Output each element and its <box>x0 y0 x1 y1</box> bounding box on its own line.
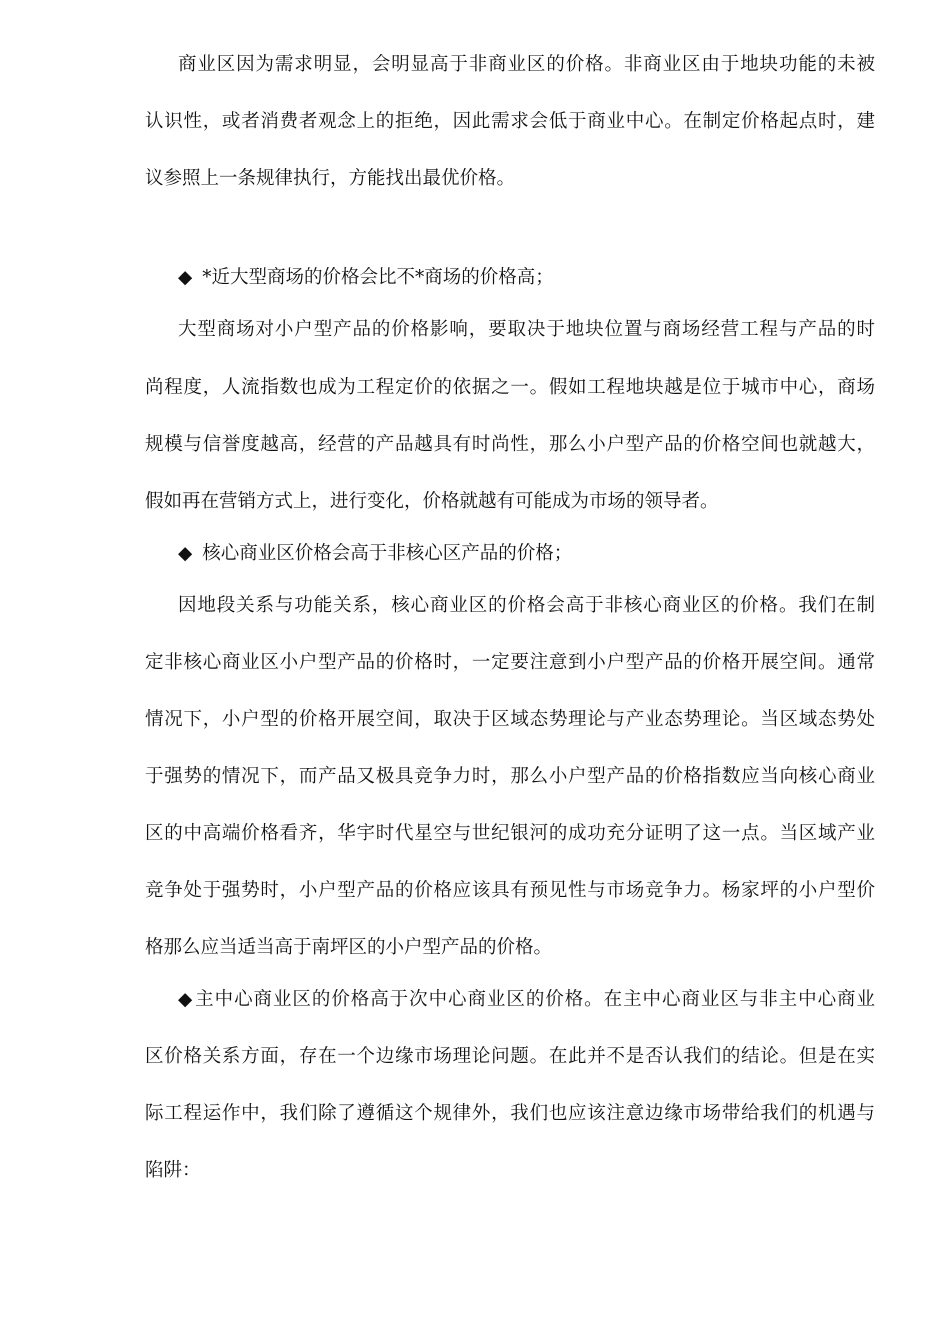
bullet-heading-1-text: *近大型商场的价格会比不*商场的价格高； <box>202 267 554 288</box>
paragraph-3-line-7: 格那么应当适当高于南坪区的小户型产品的价格。 <box>145 937 553 958</box>
bullet-heading-2-text: 核心商业区价格会高于非核心区产品的价格； <box>202 543 573 564</box>
paragraph-1-line-3: 议参照上一条规律执行，方能找出最优价格。 <box>145 168 516 189</box>
paragraph-4-line-1-text: 主中心商业区的价格高于次中心商业区的价格。在主中心商业区与非主中心商业 <box>194 989 875 1010</box>
paragraph-3-line-1: 因地段关系与功能关系，核心商业区的价格会高于非核心商业区的价格。我们在制 <box>178 595 875 616</box>
paragraph-2-line-2: 尚程度，人流指数也成为工程定价的依据之一。假如工程地块越是位于城市中心，商场 <box>145 377 875 398</box>
paragraph-1-line-2: 认识性，或者消费者观念上的拒绝，因此需求会低于商业中心。在制定价格起点时，建 <box>145 111 875 132</box>
paragraph-3-line-3: 情况下，小户型的价格开展空间，取决于区域态势理论与产业态势理论。当区域态势处 <box>145 709 875 730</box>
paragraph-4-line-4: 陷阱： <box>145 1160 201 1181</box>
diamond-bullet-icon: ◆ <box>178 267 193 288</box>
paragraph-3-line-2: 定非核心商业区小户型产品的价格时，一定要注意到小户型产品的价格开展空间。通常 <box>145 652 875 673</box>
paragraph-3-line-4: 于强势的情况下，而产品又极具竞争力时，那么小户型产品的价格指数应当向核心商业 <box>145 766 875 787</box>
diamond-bullet-icon: ◆ <box>178 989 193 1010</box>
paragraph-2-line-3: 规模与信誉度越高，经营的产品越具有时尚性，那么小户型产品的价格空间也就越大， <box>145 434 875 455</box>
paragraph-4-line-3: 际工程运作中，我们除了遵循这个规律外，我们也应该注意边缘市场带给我们的机遇与 <box>145 1103 875 1124</box>
bullet-heading-1 <box>178 266 875 290</box>
paragraph-3-line-5: 区的中高端价格看齐，华宇时代星空与世纪银河的成功充分证明了这一点。当区域产业 <box>145 823 875 844</box>
paragraph-4-line-2: 区价格关系方面，存在一个边缘市场理论问题。在此并不是否认我们的结论。但是在实 <box>145 1046 875 1067</box>
diamond-bullet-icon: ◆ <box>178 543 193 564</box>
paragraph-2-line-1: 大型商场对小户型产品的价格影响，要取决于地块位置与商场经营工程与产品的时 <box>178 319 875 340</box>
paragraph-4-line-1 <box>178 988 875 1012</box>
paragraph-1-line-1: 商业区因为需求明显，会明显高于非商业区的价格。非商业区由于地块功能的未被 <box>178 54 875 75</box>
bullet-heading-2 <box>178 542 875 566</box>
paragraph-3-line-6: 竞争处于强势时，小户型产品的价格应该具有预见性与市场竞争力。杨家坪的小户型价 <box>145 880 875 901</box>
paragraph-2-line-4: 假如再在营销方式上，进行变化，价格就越有可能成为市场的领导者。 <box>145 491 719 512</box>
